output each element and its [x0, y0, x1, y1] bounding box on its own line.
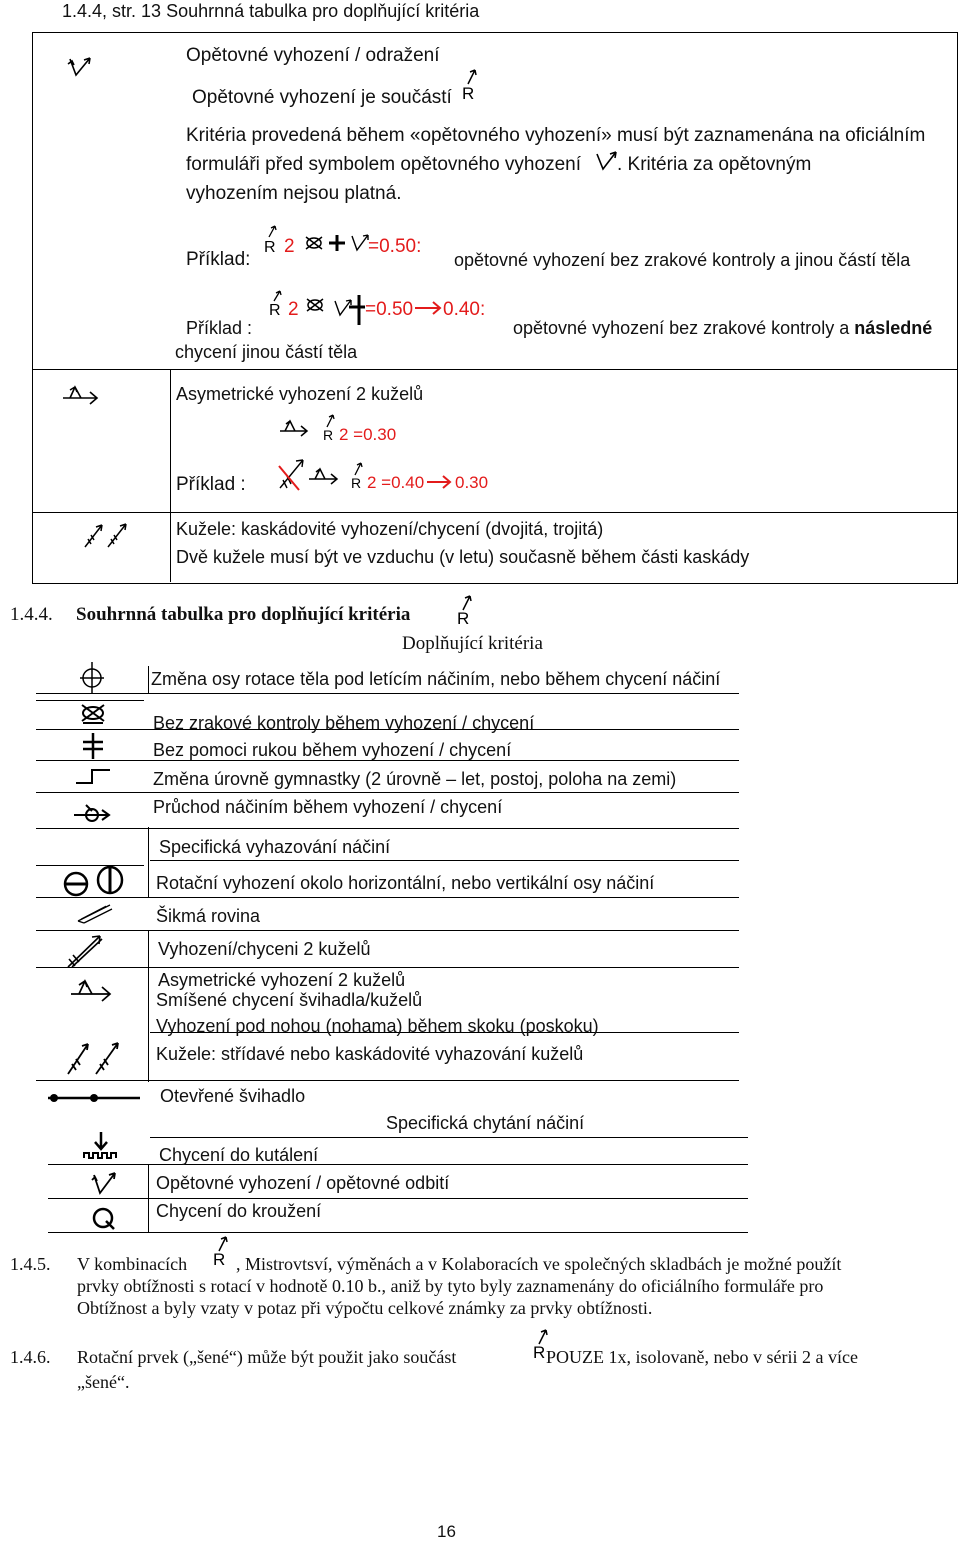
p145-line2: prvky obtížnosti s rotací v hodnotě 0.10 b., aniž by tyto byly zaznamenány do oficiálního formuláře pro: [77, 1276, 824, 1296]
example2-desc: opětovné vyhození bez zrakové kontroly a následné: [513, 318, 933, 338]
row-line: [36, 967, 739, 968]
asymmetric-example-label: Příklad :: [176, 474, 246, 495]
asymmetric-example2: [277, 456, 492, 496]
p146-number: 1.4.6.: [10, 1347, 51, 1367]
row-line: [36, 700, 144, 701]
svg-text:=0.50: =0.50: [365, 299, 414, 320]
row-line: [48, 1232, 748, 1233]
column-line: [148, 1164, 149, 1232]
svg-text:0.40:: 0.40:: [443, 299, 486, 320]
column-line: [148, 930, 149, 1082]
oblique-plane-icon: [76, 901, 114, 925]
no-visual-icon: [79, 703, 107, 725]
row-line: [48, 1164, 748, 1165]
p146-line1a: Rotační prvek („šené“) může být použit jako součást: [77, 1347, 457, 1367]
example1-desc: opětovné vyhození bez zrakové kontroly a jinou částí těla: [454, 250, 911, 270]
column-line: [148, 666, 149, 694]
roll-catch-icon: [82, 1132, 120, 1160]
row-line: [36, 693, 739, 694]
page-number: 16: [437, 1522, 456, 1541]
asymmetric-title: Asymetrické vyhození 2 kuželů: [176, 384, 424, 404]
cascade-line2: Dvě kužele musí být ve vzduchu (v letu) současně během části kaskády: [176, 547, 750, 567]
rethrow-icon: [66, 55, 94, 79]
example1-label: Příklad:: [186, 249, 251, 270]
level-change-icon: [74, 766, 112, 786]
criterion-roll-catch: Chycení do kutálení: [159, 1145, 319, 1165]
supplementary-header: Doplňující kritéria: [402, 633, 543, 654]
svg-text:0.30: 0.30: [455, 473, 489, 492]
p145-line1b: , Mistrovtsví, výměnách a v Kolaboracích ve společných skladbách je možné použít: [236, 1254, 842, 1274]
row-line: [48, 1198, 748, 1199]
top-heading: 1.4.4, str. 13 Souhrnná tabulka pro doplňující kritéria: [62, 1, 480, 21]
two-clubs-icon: [66, 933, 106, 969]
header-specific-throws: Specifická vyhazování náčiní: [159, 837, 391, 857]
p146-line1b: POUZE 1x, isolovaně, nebo v sérii 2 a více: [546, 1347, 858, 1367]
example2-notation: [269, 291, 494, 331]
criterion-axis-change: Změna osy rotace těla pod letícím náčiním, nebo během chycení náčiní: [151, 669, 721, 689]
criterion-mixed-catch: Smíšené chycení švihadla/kuželů: [156, 990, 423, 1010]
rethrow-icon: [90, 1170, 120, 1196]
risk-letter: R: [462, 84, 475, 103]
example1-notation: [264, 225, 444, 261]
cascade-icon: [82, 521, 132, 549]
svg-text:R: R: [323, 427, 334, 443]
pass-through-icon: [72, 803, 114, 827]
cascade-icon: [64, 1040, 124, 1076]
risk-r-icon: [461, 67, 483, 101]
row-line: [36, 897, 739, 898]
risk-r-icon: [456, 593, 478, 627]
svg-text:R: R: [351, 475, 362, 491]
svg-text:2 =0.40: 2 =0.40: [367, 473, 425, 492]
section-number: 1.4.4.: [10, 604, 53, 625]
svg-text:2 =0.30: 2 =0.30: [339, 425, 397, 444]
no-visual-icon: [307, 299, 323, 311]
asymmetric-throw-icon: [70, 978, 114, 1004]
criterion-open-rope: Otevřené švihadlo: [160, 1086, 306, 1106]
p146-line2: „šené“.: [77, 1372, 130, 1392]
example2-desc-line2: chycení jinou částí těla: [175, 342, 358, 362]
no-visual-icon: [306, 237, 322, 249]
rethrow-subtitle: Opětovné vyhození je součástí: [192, 87, 452, 108]
svg-text:R: R: [213, 1250, 226, 1269]
row-line: [36, 792, 739, 793]
rethrow-title: Opětovné vyhození / odražení: [186, 45, 440, 66]
svg-text:=0.50:: =0.50:: [368, 236, 422, 257]
criterion-oblique-plane: Šikmá rovina: [156, 906, 261, 926]
svg-text:R: R: [457, 609, 470, 628]
row-line: [150, 1137, 748, 1138]
rethrow-para-line3: vyhozením nejsou platná.: [186, 183, 402, 204]
criterion-rotation-throw: Rotační vyhození okolo horizontální, nebo vertikální osy náčiní: [156, 873, 655, 893]
asymmetric-example1: [279, 412, 409, 444]
table-column-divider: [170, 369, 171, 582]
p145-line1a: V kombinacích: [77, 1254, 188, 1274]
rotation-throw-icon: [62, 866, 128, 898]
rethrow-para-line2a: formuláři před symbolem opětovného vyhození: [186, 154, 581, 175]
row-line: [36, 930, 739, 931]
example2-label: Příklad :: [186, 318, 253, 338]
column-line: [148, 827, 149, 897]
criterion-two-clubs: Vyhození/chyceni 2 kuželů: [158, 939, 371, 959]
criterion-level-change: Změna úrovně gymnastky (2 úrovně – let, postoj, poloha na zemi): [153, 769, 677, 789]
svg-text:R: R: [264, 239, 276, 256]
criterion-cascade: Kužele: střídavé nebo kaskádovité vyhazování kuželů: [156, 1044, 584, 1064]
risk-r-icon: [212, 1234, 234, 1268]
criterion-rotation-catch: Chycení do kroužení: [156, 1201, 322, 1221]
svg-text:R: R: [533, 1343, 546, 1362]
cascade-line1: Kužele: kaskádovité vyhození/chycení (dvojitá, trojitá): [176, 519, 604, 539]
rethrow-para-line2b: . Kritéria za opětovným: [617, 154, 812, 175]
criterion-pass-through: Průchod náčiním během vyhození / chycení: [153, 797, 503, 817]
p145-line3: Obtížnost a byly vzaty v potaz při výpočtu celkové známky za prvky obtížnosti.: [77, 1298, 653, 1318]
svg-text:2: 2: [288, 299, 299, 320]
open-rope-icon: [46, 1090, 142, 1106]
criterion-no-hands: Bez pomoci rukou během vyhození / chycení: [153, 740, 512, 760]
asymmetric-throw-icon: [62, 385, 100, 407]
criterion-no-visual: Bez zrakové kontroly během vyhození / chycení: [153, 713, 535, 733]
axis-change-icon: [78, 660, 106, 696]
section-title: Souhrnná tabulka pro doplňující kritéria: [76, 604, 411, 625]
svg-text:R: R: [269, 302, 281, 319]
criterion-asymmetric: Asymetrické vyhození 2 kuželů: [158, 970, 406, 990]
criterion-under-leg: Vyhození pod nohou (nohama) během skoku (poskoku): [156, 1016, 599, 1036]
rotation-catch-icon: [90, 1204, 118, 1232]
rethrow-para-line1: Kritéria provedená během «opětovného vyhození» musí být zaznamenána na oficiálním: [186, 125, 926, 146]
row-line: [36, 828, 739, 829]
header-specific-catches: Specifická chytání náčiní: [386, 1113, 585, 1133]
p145-number: 1.4.5.: [10, 1254, 51, 1274]
row-line: [150, 860, 739, 861]
row-line: [36, 1080, 739, 1081]
no-hands-icon: [82, 733, 104, 759]
criterion-rethrow: Opětovné vyhození / opětovné odbití: [156, 1173, 450, 1193]
svg-text:2: 2: [284, 236, 295, 257]
